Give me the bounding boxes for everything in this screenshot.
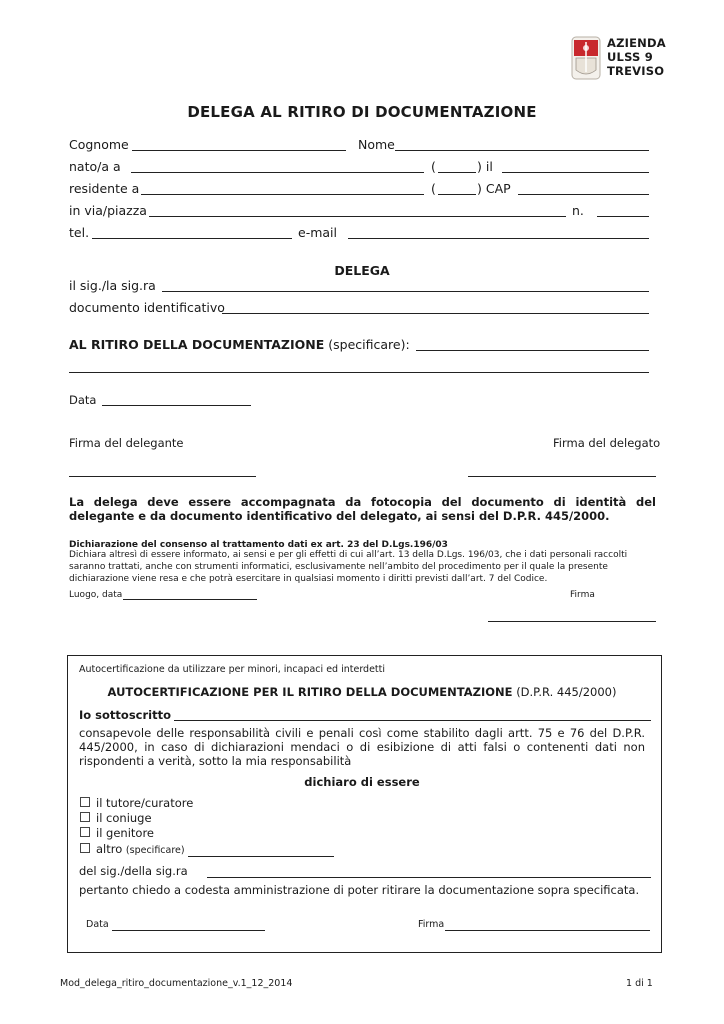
nato-label: nato/a a	[69, 159, 121, 174]
residente-provincia-field[interactable]	[438, 194, 476, 195]
nome-label: Nome	[358, 137, 395, 152]
pertanto-text: pertanto chiedo a codesta amministrazione di poter ritirare la documentazione sopra specificata.	[79, 883, 640, 897]
residente-label: residente a	[69, 181, 140, 196]
delegato-label: il sig./la sig.ra	[69, 278, 156, 293]
option-genitore-label: il genitore	[96, 826, 154, 840]
autocert-heading-bold: AUTOCERTIFICAZIONE PER IL RITIRO DELLA DOCUMENTAZIONE	[107, 685, 513, 699]
numero-field[interactable]	[597, 216, 649, 217]
data-field[interactable]	[102, 405, 251, 406]
del-sig-label: del sig./della sig.ra	[79, 864, 188, 878]
sottoscritto-field[interactable]	[174, 720, 651, 721]
privacy-title: Dichiarazione del consenso al trattamento dati ex art. 23 del D.Lgs.196/03	[69, 540, 448, 550]
privacy-firma-field[interactable]	[488, 621, 656, 622]
privacy-firma-label: Firma	[570, 590, 595, 600]
logo-line-1: AZIENDA	[607, 36, 666, 50]
altro-label: altro	[96, 842, 123, 856]
option-tutore-label: il tutore/curatore	[96, 796, 194, 810]
checkbox-genitore[interactable]	[80, 827, 90, 837]
via-field[interactable]	[149, 216, 566, 217]
checkbox-altro[interactable]	[80, 843, 90, 853]
privacy-text: Dichiara altresì di essere informato, ai sensi e per gli effetti di cui all’art. 13 della D.Lgs. 196/03, che i dati personali raccolti saranno trattati, anche con strumenti informatici, esclusivamente nell’ambito del procedimento per il quale la presente dichiarazione viene resa e che potrà esercitare in qualsiasi momento i diritti previsti dall’art. 7 del Codice.	[69, 550, 628, 584]
nome-field[interactable]	[395, 150, 649, 151]
ritiro-label-bold: AL RITIRO DELLA DOCUMENTAZIONE	[69, 337, 325, 352]
autocert-heading-ref: (D.P.R. 445/2000)	[516, 685, 617, 699]
residente-paren-open: (	[431, 181, 436, 196]
luogo-data-field[interactable]	[123, 599, 257, 600]
ritiro-label	[69, 337, 410, 352]
autocert-data-label: Data	[86, 919, 109, 930]
autocert-intro: Autocertificazione da utilizzare per minori, incapaci ed interdetti	[79, 664, 386, 675]
delegato-field[interactable]	[162, 291, 649, 292]
cap-field[interactable]	[518, 194, 649, 195]
notice-text: La delega deve essere accompagnata da fotocopia del documento di identità del delegante e da documento identificativo del delegato, ai sensi del D.P.R. 445/2000.	[69, 495, 656, 523]
altro-field[interactable]	[188, 856, 334, 857]
footer-page-number: 1 di 1	[626, 978, 653, 989]
option-coniuge-label: il coniuge	[96, 811, 152, 825]
residente-field[interactable]	[141, 194, 424, 195]
altro-specificare-label: (specificare)	[125, 845, 185, 856]
firma-delegato-label: Firma del delegato	[553, 436, 661, 450]
data-label: Data	[69, 393, 97, 407]
email-field[interactable]	[348, 238, 649, 239]
documento-label: documento identificativo	[69, 300, 225, 315]
ritiro-field-line-2[interactable]	[69, 372, 649, 373]
dichiaro-heading: dichiaro di essere	[304, 775, 420, 789]
ritiro-label-normal: (specificare):	[328, 337, 410, 352]
page-title: DELEGA AL RITIRO DI DOCUMENTAZIONE	[187, 103, 537, 121]
email-label: e-mail	[298, 225, 337, 240]
delega-heading: DELEGA	[334, 263, 390, 278]
nato-paren-open: (	[431, 159, 436, 174]
sottoscritto-label: Io sottoscritto	[79, 708, 171, 722]
il-label: ) il	[477, 159, 493, 174]
firma-delegato-field[interactable]	[468, 476, 656, 477]
checkbox-coniuge[interactable]	[80, 812, 90, 822]
tel-field[interactable]	[92, 238, 292, 239]
ritiro-field[interactable]	[416, 350, 649, 351]
autocert-data-field[interactable]	[112, 930, 265, 931]
logo-line-2: ULSS 9	[607, 50, 653, 64]
cognome-label: Cognome	[69, 137, 129, 152]
cap-label: ) CAP	[477, 181, 511, 196]
nato-provincia-field[interactable]	[438, 172, 476, 173]
option-genitore[interactable]	[80, 826, 154, 840]
data-nascita-field[interactable]	[502, 172, 649, 173]
firma-delegante-label: Firma del delegante	[69, 436, 184, 450]
option-altro[interactable]	[80, 842, 185, 856]
consapevole-text: consapevole delle responsabilità civili e penali così come stabilito dagli artt. 75 e 76 del D.P.R. 445/2000, in caso di dichiarazioni mendaci o di esibizione di atti falsi o contenenti dati non rispondenti a verità, sotto la mia responsabilità	[79, 726, 645, 768]
documento-field[interactable]	[222, 313, 649, 314]
logo-line-3: TREVISO	[607, 64, 665, 78]
via-label: in via/piazza	[69, 203, 147, 218]
logo-text	[607, 36, 666, 78]
firma-delegante-field[interactable]	[69, 476, 256, 477]
nato-field[interactable]	[131, 172, 424, 173]
checkbox-tutore[interactable]	[80, 797, 90, 807]
autocert-firma-label: Firma	[418, 919, 445, 930]
footer-doc-code: Mod_delega_ritiro_documentazione_v.1_12_2014	[60, 978, 293, 989]
coat-of-arms-icon	[571, 36, 601, 80]
option-tutore[interactable]	[80, 796, 193, 810]
tel-label: tel.	[69, 225, 90, 240]
autocert-firma-field[interactable]	[445, 930, 650, 931]
option-coniuge[interactable]	[80, 811, 152, 825]
luogo-data-label: Luogo, data	[69, 590, 123, 600]
del-sig-field[interactable]	[207, 877, 651, 878]
autocert-heading	[0, 685, 724, 699]
numero-label: n.	[572, 203, 584, 218]
cognome-field[interactable]	[132, 150, 346, 151]
azienda-logo	[571, 36, 666, 80]
